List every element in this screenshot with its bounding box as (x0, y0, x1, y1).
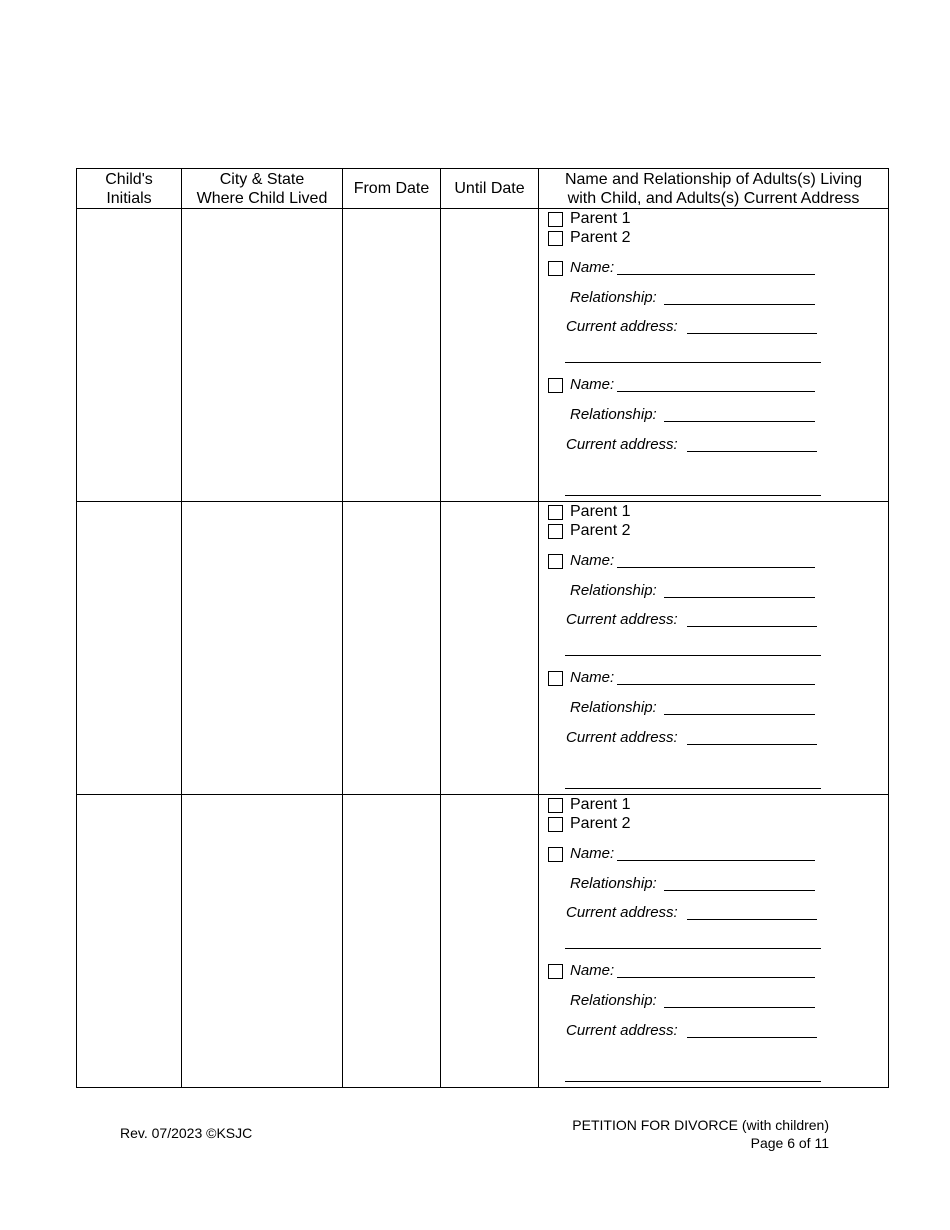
form-title: PETITION FOR DIVORCE (with children) (572, 1117, 829, 1133)
form-footer (572, 1116, 829, 1152)
childs-initials-cell[interactable] (77, 795, 182, 1088)
adult-2-name-line[interactable] (617, 684, 815, 685)
adult-1-relationship-line[interactable] (664, 890, 815, 891)
from-date-cell[interactable] (343, 209, 441, 502)
adult-2-address-label: Current address: (566, 1022, 678, 1039)
city-state-cell[interactable] (182, 209, 343, 502)
header-adults-living: Name and Relationship of Adults(s) Living with Child, and Adults(s) Current Address (539, 169, 889, 209)
parent-1-label: Parent 1 (570, 796, 631, 813)
header-from-date: From Date (343, 169, 441, 209)
adults-living-cell (539, 209, 889, 502)
adult-1-relationship-label: Relationship: (570, 582, 657, 599)
adult-1-name-label: Name: (570, 259, 615, 276)
adult-1-name-line[interactable] (617, 860, 815, 861)
adult-2-relationship-label: Relationship: (570, 699, 657, 716)
header-childs-initials: Child's Initials (77, 169, 182, 209)
adult-2-relationship-label: Relationship: (570, 406, 657, 423)
parent-1-label: Parent 1 (570, 503, 631, 520)
adult-1-name-label: Name: (570, 845, 615, 862)
adult-2-address-line-2[interactable] (565, 495, 821, 496)
adult-1-address-label: Current address: (566, 904, 678, 921)
city-state-cell[interactable] (182, 502, 343, 795)
parent-2-label: Parent 2 (570, 815, 631, 832)
adult-2-name-line[interactable] (617, 977, 815, 978)
parent-2-checkbox[interactable] (548, 231, 563, 246)
parent-2-label: Parent 2 (570, 522, 631, 539)
city-state-cell[interactable] (182, 795, 343, 1088)
adults-living-cell (539, 795, 889, 1088)
until-date-cell[interactable] (441, 209, 539, 502)
adult-2-name-line[interactable] (617, 391, 815, 392)
adult-1-address-line-2[interactable] (565, 362, 821, 363)
adult-1-relationship-line[interactable] (664, 597, 815, 598)
adult-2-address-line[interactable] (687, 1037, 817, 1038)
parent-1-checkbox[interactable] (548, 505, 563, 520)
adult-1-relationship-label: Relationship: (570, 289, 657, 306)
adult-1-address-line[interactable] (687, 626, 817, 627)
adult-2-checkbox[interactable] (548, 671, 563, 686)
adult-2-name-label: Name: (570, 669, 615, 686)
adults-living-cell (539, 502, 889, 795)
childs-initials-cell[interactable] (77, 502, 182, 795)
adult-2-relationship-line[interactable] (664, 714, 815, 715)
adult-1-address-line-2[interactable] (565, 655, 821, 656)
residence-history-table (76, 168, 889, 1088)
adult-1-checkbox[interactable] (548, 554, 563, 569)
until-date-cell[interactable] (441, 502, 539, 795)
table-row (77, 795, 889, 1088)
parent-2-checkbox[interactable] (548, 817, 563, 832)
parent-2-label: Parent 2 (570, 229, 631, 246)
adult-2-relationship-line[interactable] (664, 421, 815, 422)
adult-1-relationship-label: Relationship: (570, 875, 657, 892)
from-date-cell[interactable] (343, 795, 441, 1088)
parent-2-checkbox[interactable] (548, 524, 563, 539)
table-row (77, 502, 889, 795)
table-row (77, 209, 889, 502)
parent-1-label: Parent 1 (570, 210, 631, 227)
revision-label: Rev. 07/2023 ©KSJC (120, 1125, 253, 1141)
adult-2-checkbox[interactable] (548, 964, 563, 979)
adult-2-address-label: Current address: (566, 729, 678, 746)
adult-2-name-label: Name: (570, 376, 615, 393)
adult-1-address-line[interactable] (687, 919, 817, 920)
header-city-state: City & State Where Child Lived (182, 169, 343, 209)
adult-1-address-label: Current address: (566, 318, 678, 335)
parent-1-checkbox[interactable] (548, 212, 563, 227)
adult-1-address-line[interactable] (687, 333, 817, 334)
adult-2-relationship-line[interactable] (664, 1007, 815, 1008)
adult-2-address-line[interactable] (687, 744, 817, 745)
until-date-cell[interactable] (441, 795, 539, 1088)
adult-2-address-line[interactable] (687, 451, 817, 452)
adult-2-address-line-2[interactable] (565, 788, 821, 789)
childs-initials-cell[interactable] (77, 209, 182, 502)
header-until-date: Until Date (441, 169, 539, 209)
adult-1-relationship-line[interactable] (664, 304, 815, 305)
parent-1-checkbox[interactable] (548, 798, 563, 813)
adult-1-name-label: Name: (570, 552, 615, 569)
adult-1-checkbox[interactable] (548, 261, 563, 276)
adult-1-address-label: Current address: (566, 611, 678, 628)
adult-1-checkbox[interactable] (548, 847, 563, 862)
table-header-row (77, 169, 889, 209)
adult-2-checkbox[interactable] (548, 378, 563, 393)
adult-2-name-label: Name: (570, 962, 615, 979)
from-date-cell[interactable] (343, 502, 441, 795)
adult-1-name-line[interactable] (617, 567, 815, 568)
adult-1-name-line[interactable] (617, 274, 815, 275)
adult-1-address-line-2[interactable] (565, 948, 821, 949)
adult-2-relationship-label: Relationship: (570, 992, 657, 1009)
page-number: Page 6 of 11 (750, 1135, 829, 1151)
adult-2-address-label: Current address: (566, 436, 678, 453)
adult-2-address-line-2[interactable] (565, 1081, 821, 1082)
